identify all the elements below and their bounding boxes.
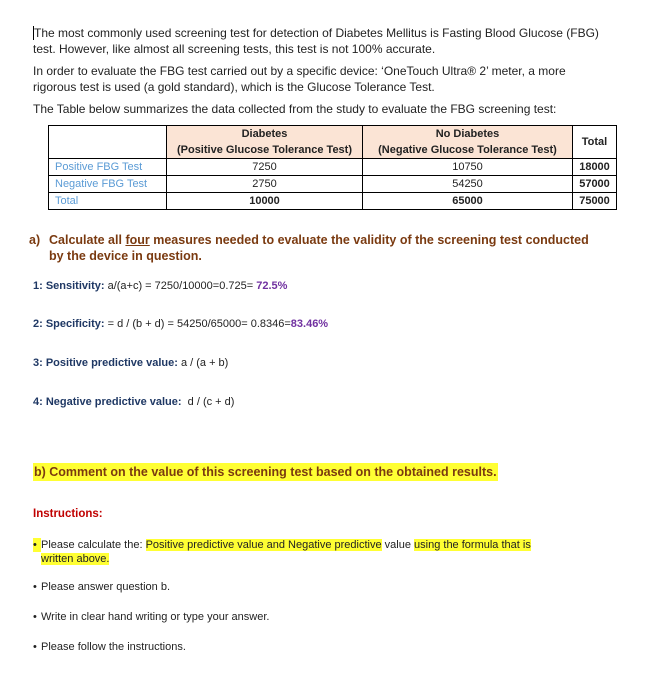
- header-diabetes: [167, 126, 363, 159]
- header-no-diabetes-sub: (Negative Glucose Tolerance Test): [378, 144, 557, 156]
- bullet-dot: •: [33, 611, 37, 623]
- question-a-emphasis: four: [125, 233, 150, 247]
- measure-label: 4: Negative predictive value:: [33, 396, 182, 408]
- row-label: Positive FBG Test: [49, 159, 167, 176]
- question-a-line-2: by the device in question.: [49, 249, 202, 263]
- measure-ppv: [33, 356, 228, 370]
- bullet-dot: •: [33, 538, 41, 552]
- intro-text-1: The most commonly used screening test for detection of Diabetes Mellitus is Fasting Blood Glucose (FBG) test. However, like almost all screening tests, this test is not 100% accurate.: [33, 26, 599, 56]
- table-row: [49, 159, 617, 176]
- measure-formula: d / (c + d): [181, 396, 235, 408]
- bullet-1-line-2: [33, 552, 593, 566]
- question-a: [29, 232, 589, 264]
- table-cell: 10000: [167, 193, 363, 210]
- measure-formula: a/(a+c) = 7250/10000=0.725=: [104, 280, 257, 292]
- bullet-dot: •: [33, 641, 37, 653]
- bullet-1-highlight-2: using the formula that is: [414, 539, 531, 551]
- measure-label: 3: Positive predictive value:: [33, 357, 178, 369]
- instruction-bullet-2: [33, 580, 593, 594]
- table-corner-cell: [49, 126, 167, 159]
- intro-paragraph-3: The Table below summarizes the data collected from the study to evaluate the FBG screening test:: [33, 102, 557, 116]
- table-row: [49, 176, 617, 193]
- measure-sensitivity: [33, 279, 287, 293]
- instruction-bullet-1: [33, 538, 593, 566]
- measure-formula: a / (a + b): [177, 357, 229, 369]
- row-label: Negative FBG Test: [49, 176, 167, 193]
- measure-result: 83.46%: [290, 318, 329, 330]
- table-header-row: [49, 126, 617, 159]
- bullet-1-highlight-1: Positive predictive value and Negative predictive: [145, 539, 382, 551]
- question-a-line-1: [29, 232, 589, 248]
- table-row: [49, 193, 617, 210]
- table-cell: 10750: [363, 159, 573, 176]
- table-cell: 54250: [363, 176, 573, 193]
- measure-specificity: [33, 317, 328, 331]
- bullet-1-mid: value: [381, 539, 415, 551]
- bullet-1-highlight-3: written above.: [41, 553, 110, 565]
- table-cell: 57000: [573, 176, 617, 193]
- bullet-dot: •: [33, 581, 37, 593]
- table-cell: 65000: [363, 193, 573, 210]
- table-cell: 75000: [573, 193, 617, 210]
- intro-paragraph-1: [33, 25, 603, 57]
- table-cell: 2750: [167, 176, 363, 193]
- header-no-diabetes: [363, 126, 573, 159]
- fbg-data-table: [48, 125, 617, 210]
- intro-paragraph-2: In order to evaluate the FBG test carried out by a specific device: ‘OneTouch Ultra® 2’ meter, a more rigorous test is used (a gold standard), which is the Glucose Tolerance Test.: [33, 64, 566, 94]
- measure-formula: = d / (b + d) = 54250/65000= 0.8346=: [104, 318, 291, 330]
- table-cell: 18000: [573, 159, 617, 176]
- header-total: Total: [573, 126, 617, 159]
- table-cell: 7250: [167, 159, 363, 176]
- instructions-title: Instructions:: [33, 508, 103, 520]
- bullet-4-text: Please follow the instructions.: [41, 641, 186, 653]
- question-b: b) Comment on the value of this screening test based on the obtained results.: [34, 465, 497, 479]
- question-a-post: measures needed to evaluate the validity of the screening test conducted: [149, 233, 589, 247]
- instruction-bullet-4: [33, 640, 593, 654]
- measure-npv: [33, 395, 234, 409]
- measure-label: 2: Specificity:: [33, 318, 105, 330]
- header-no-diabetes-title: No Diabetes: [435, 128, 500, 140]
- measure-result: 72.5%: [256, 280, 288, 292]
- question-a-pre: Calculate all: [49, 233, 126, 247]
- instruction-bullet-3: [33, 610, 593, 624]
- bullet-3-text: Write in clear hand writing or type your answer.: [41, 611, 270, 623]
- header-diabetes-title: Diabetes: [241, 128, 288, 140]
- header-diabetes-sub: (Positive Glucose Tolerance Test): [176, 144, 353, 156]
- question-a-letter: a): [29, 233, 41, 247]
- bullet-2-text: Please answer question b.: [41, 581, 171, 593]
- row-label: Total: [49, 193, 167, 210]
- bullet-1-pre: Please calculate the:: [41, 539, 146, 551]
- measure-label: 1: Sensitivity:: [33, 280, 105, 292]
